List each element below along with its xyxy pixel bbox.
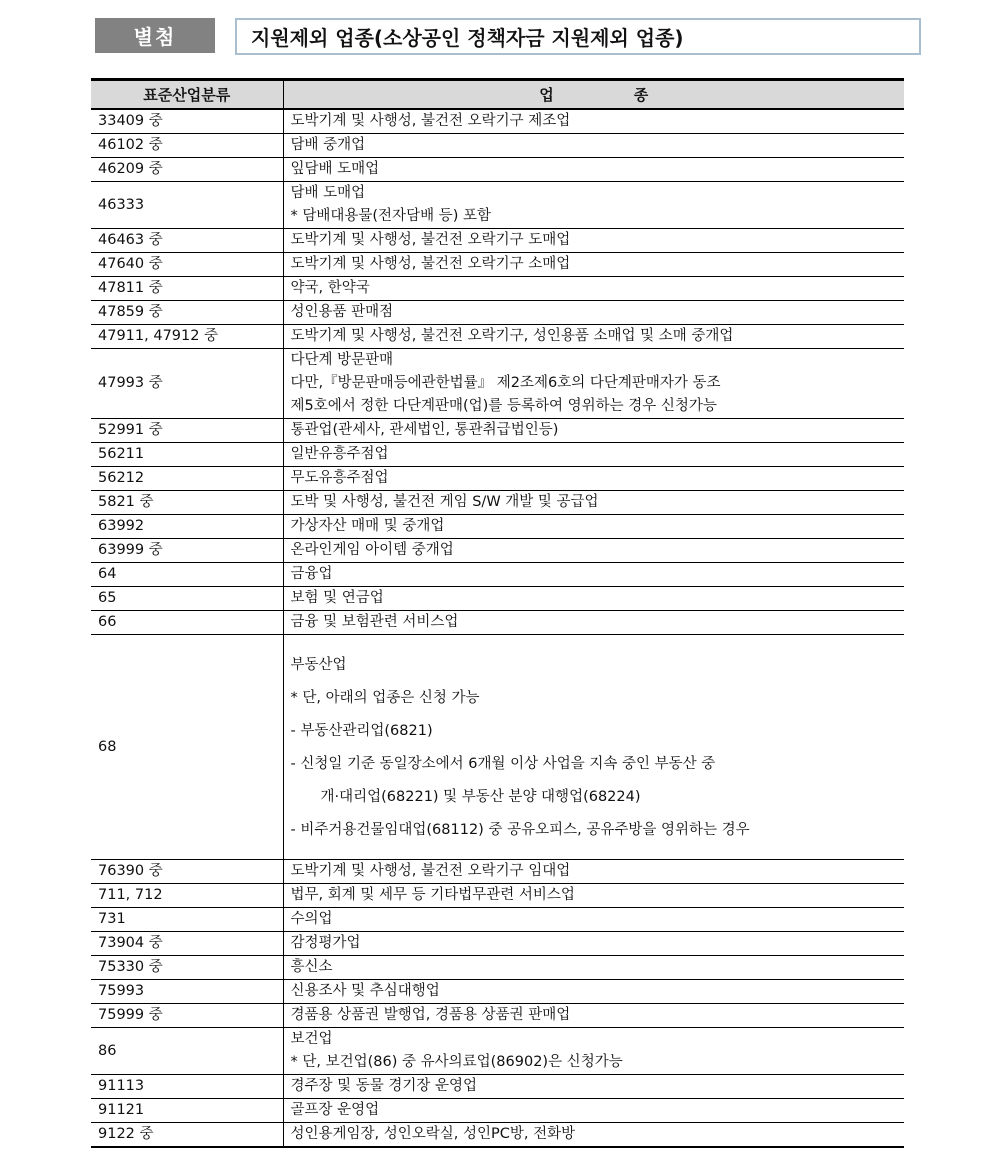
industry-description-cell — [283, 109, 904, 134]
table-row — [91, 563, 904, 587]
description-line: 성인용게임장, 성인오락실, 성인PC방, 전화방 — [290, 1126, 576, 1142]
industry-code-cell: 731 — [91, 908, 283, 932]
industry-code-cell: 47859 중 — [91, 301, 283, 325]
industry-code-cell: 47993 중 — [91, 349, 283, 419]
description-line: * 단, 보건업(86) 중 유사의료업(86902)은 신청가능 — [290, 1054, 623, 1070]
industry-code-cell: 56212 — [91, 467, 283, 491]
table-row — [91, 325, 904, 349]
industry-description-cell — [283, 443, 904, 467]
industry-code-cell: 52991 중 — [91, 419, 283, 443]
description-line: 흥신소 — [290, 959, 333, 975]
industry-description-cell — [283, 325, 904, 349]
industry-description-cell — [283, 587, 904, 611]
table-row — [91, 158, 904, 182]
industry-description-cell — [283, 860, 904, 884]
industry-description-cell — [283, 1075, 904, 1099]
industry-code-cell: 75993 — [91, 980, 283, 1004]
description-line: 금융업 — [290, 566, 333, 582]
industry-description-cell — [283, 301, 904, 325]
industry-code-cell: 46102 중 — [91, 134, 283, 158]
table-header-row — [91, 80, 904, 110]
industry-description-cell — [283, 158, 904, 182]
description-line: 성인용품 판매점 — [290, 304, 394, 320]
industry-description-cell — [283, 1099, 904, 1123]
description-line: 담배 중개업 — [290, 137, 366, 153]
industry-code-cell: 65 — [91, 587, 283, 611]
description-line: 신용조사 및 추심대행업 — [290, 983, 440, 999]
table-row — [91, 467, 904, 491]
description-line: - 비주거용건물임대업(68112) 중 공유오피스, 공유주방을 영위하는 경우 — [290, 822, 750, 838]
table-row — [91, 908, 904, 932]
description-line: 부동산업 — [290, 657, 347, 673]
industry-code-cell: 33409 중 — [91, 109, 283, 134]
table-row — [91, 1075, 904, 1099]
table-row — [91, 956, 904, 980]
table-row — [91, 443, 904, 467]
industry-description-cell — [283, 253, 904, 277]
table-row — [91, 1123, 904, 1148]
industry-code-cell: 47911, 47912 중 — [91, 325, 283, 349]
description-line: 경주장 및 동물 경기장 운영업 — [290, 1078, 478, 1094]
industry-description-cell — [283, 491, 904, 515]
industry-code-cell: 711, 712 — [91, 884, 283, 908]
description-line: 도박기계 및 사행성, 불건전 오락기구 소매업 — [290, 256, 571, 272]
description-line: * 단, 아래의 업종은 신청 가능 — [290, 690, 480, 706]
table-row — [91, 182, 904, 229]
table-row — [91, 515, 904, 539]
industry-code-cell: 91113 — [91, 1075, 283, 1099]
description-line: 법무, 회계 및 세무 등 기타법무관련 서비스업 — [290, 887, 575, 903]
industry-description-cell — [283, 277, 904, 301]
table-row — [91, 229, 904, 253]
table-row — [91, 932, 904, 956]
industry-code-cell: 73904 중 — [91, 932, 283, 956]
industry-description-cell — [283, 611, 904, 635]
description-line: - 신청일 기준 동일장소에서 6개월 이상 사업을 지속 중인 부동산 중 — [290, 756, 716, 772]
attachment-badge: 별첨 — [95, 18, 215, 53]
industry-code-cell: 68 — [91, 635, 283, 860]
table-row — [91, 611, 904, 635]
table-row — [91, 277, 904, 301]
description-line: 일반유흥주점업 — [290, 446, 389, 462]
table-row — [91, 539, 904, 563]
industry-code-cell: 47640 중 — [91, 253, 283, 277]
description-line: 감정평가업 — [290, 935, 361, 951]
industry-code-cell: 63999 중 — [91, 539, 283, 563]
industry-description-cell — [283, 908, 904, 932]
description-line: 도박기계 및 사행성, 불건전 오락기구 제조업 — [290, 113, 571, 129]
industry-description-cell — [283, 1004, 904, 1028]
table-row — [91, 1028, 904, 1075]
table-row — [91, 884, 904, 908]
description-line: 다만,『방문판매등에관한법률』 제2조제6호의 다단계판매자가 동조 — [290, 375, 721, 391]
excluded-industries-table — [91, 78, 904, 1148]
table-row — [91, 109, 904, 134]
industry-description-cell — [283, 932, 904, 956]
industry-code-cell: 75330 중 — [91, 956, 283, 980]
table-row — [91, 419, 904, 443]
industry-code-cell: 63992 — [91, 515, 283, 539]
table-row — [91, 980, 904, 1004]
industry-description-cell — [283, 1123, 904, 1148]
description-line: 무도유흥주점업 — [290, 470, 389, 486]
description-line: 도박 및 사행성, 불건전 게임 S/W 개발 및 공급업 — [290, 494, 599, 510]
industry-code-cell: 46463 중 — [91, 229, 283, 253]
table-row — [91, 1099, 904, 1123]
industry-description-cell — [283, 229, 904, 253]
industry-description-cell — [283, 134, 904, 158]
table-row — [91, 301, 904, 325]
description-line: 골프장 운영업 — [290, 1102, 380, 1118]
industry-description-cell — [283, 1028, 904, 1075]
industry-code-cell: 46209 중 — [91, 158, 283, 182]
industry-code-cell: 56211 — [91, 443, 283, 467]
description-line: 다단계 방문판매 — [290, 352, 394, 368]
document-title-text: 지원제외 업종(소상공인 정책자금 지원제외 업종) — [251, 26, 684, 50]
table-row — [91, 349, 904, 419]
description-line: 수의업 — [290, 911, 333, 927]
description-line: 제5호에서 정한 다단계판매(업)를 등록하여 영위하는 경우 신청가능 — [290, 398, 717, 414]
industry-code-cell: 46333 — [91, 182, 283, 229]
description-line: 보험 및 연금업 — [290, 590, 384, 606]
industry-code-cell: 75999 중 — [91, 1004, 283, 1028]
description-line: 보건업 — [290, 1031, 333, 1047]
industry-code-cell: 86 — [91, 1028, 283, 1075]
industry-description-cell — [283, 515, 904, 539]
table-row — [91, 1004, 904, 1028]
table-row — [91, 635, 904, 860]
description-line: 약국, 한약국 — [290, 280, 370, 296]
description-line: 통관업(관세사, 관세법인, 통관취급법인등) — [290, 422, 559, 438]
industry-code-cell: 91121 — [91, 1099, 283, 1123]
table-row — [91, 253, 904, 277]
description-line: 경품용 상품권 발행업, 경품용 상품권 판매업 — [290, 1007, 571, 1023]
description-line: 도박기계 및 사행성, 불건전 오락기구 임대업 — [290, 863, 571, 879]
industry-description-cell — [283, 956, 904, 980]
industry-code-cell: 5821 중 — [91, 491, 283, 515]
column-header-industry — [283, 80, 904, 110]
industry-code-cell: 47811 중 — [91, 277, 283, 301]
table-row — [91, 134, 904, 158]
industry-code-cell: 64 — [91, 563, 283, 587]
description-line: 잎담배 도매업 — [290, 161, 380, 177]
description-line: 금융 및 보험관련 서비스업 — [290, 614, 459, 630]
column-header-code: 표준산업분류 — [91, 80, 283, 110]
table-row — [91, 587, 904, 611]
table-row — [91, 860, 904, 884]
document-title — [235, 18, 921, 55]
industry-description-cell — [283, 182, 904, 229]
description-line: 도박기계 및 사행성, 불건전 오락기구, 성인용품 소매업 및 소매 중개업 — [290, 328, 734, 344]
industry-description-cell — [283, 635, 904, 860]
column-header-industry-label: 업종 — [539, 86, 729, 104]
industry-description-cell — [283, 419, 904, 443]
description-line: 개·대리업(68221) 및 부동산 분양 대행업(68224) — [320, 789, 641, 805]
industry-description-cell — [283, 563, 904, 587]
description-line: * 담배대용물(전자담배 등) 포함 — [290, 208, 491, 224]
description-line: 온라인게임 아이템 중개업 — [290, 542, 454, 558]
industry-description-cell — [283, 349, 904, 419]
table-row — [91, 491, 904, 515]
description-line: 가상자산 매매 및 중개업 — [290, 518, 445, 534]
description-line: 도박기계 및 사행성, 불건전 오락기구 도매업 — [290, 232, 571, 248]
industry-description-cell — [283, 980, 904, 1004]
description-line: - 부동산관리업(6821) — [290, 723, 433, 739]
industry-code-cell: 66 — [91, 611, 283, 635]
industry-code-cell: 9122 중 — [91, 1123, 283, 1148]
industry-description-cell — [283, 467, 904, 491]
industry-code-cell: 76390 중 — [91, 860, 283, 884]
industry-description-cell — [283, 539, 904, 563]
description-line: 담배 도매업 — [290, 185, 366, 201]
industry-description-cell — [283, 884, 904, 908]
